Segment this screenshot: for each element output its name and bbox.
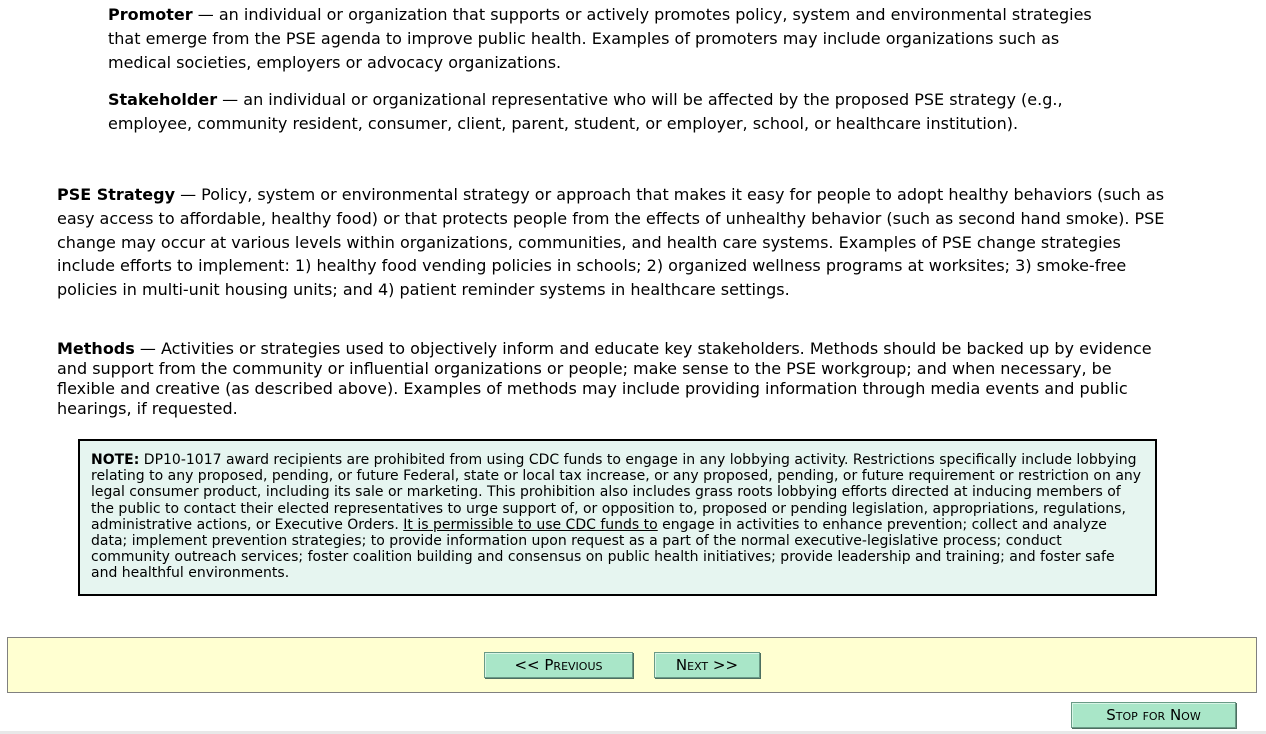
- note-label: NOTE:: [91, 452, 140, 468]
- promoter-definition: [108, 3, 1108, 75]
- methods-term: Methods: [57, 339, 135, 358]
- pse-strategy-text: — Policy, system or environmental strategy or approach that makes it easy for people to adopt healthy behaviors (such as easy access to affordable, healthy food) or that protects people from the effects of unhealthy behavior (such as second hand smoke). PSE change may occur at various levels within organizations, communities, and health care systems. Examples of PSE change strategies include efforts to implement: 1) healthy food vending policies in schools; 2) organized wellness programs at worksites; 3) smoke-free policies in multi-unit housing units; and 4) patient reminder systems in healthcare settings.: [57, 185, 1165, 300]
- stakeholder-term: Stakeholder: [108, 90, 218, 109]
- note-box: [78, 439, 1157, 596]
- stakeholder-definition: [108, 88, 1108, 136]
- stakeholder-text: — an individual or organizational representative who will be affected by the proposed PSE strategy (e.g., employee, community resident, consumer, client, parent, student, or employer, school, or healthcare institution).: [108, 90, 1063, 133]
- pse-strategy-definition: [57, 183, 1172, 302]
- promoter-term: Promoter: [108, 5, 193, 24]
- promoter-text: — an individual or organization that supports or actively promotes policy, system and environmental strategies that emerge from the PSE agenda to improve public health. Examples of promoters may include organizations such as medical societies, employers or advocacy organizations.: [108, 5, 1092, 72]
- next-button[interactable]: Next >>: [654, 652, 760, 678]
- note-underlined-text: It is permissible to use CDC funds to: [403, 516, 658, 533]
- note-text-before: DP10-1017 award recipients are prohibited from using CDC funds to engage in any lobbying activity. Restrictions specifically include lobbying relating to any proposed, pending, or future Federal, state or local tax increase, or any proposed, pending, or future requirement or restriction on any legal consumer product, including its sale or marketing. This prohibition also includes grass roots lobbying efforts directed at inducing members of the public to contact their elected representatives to urge support of, or opposition to, proposed or pending legislation, appropriations, regulations, administrative actions, or Executive Orders.: [91, 452, 1142, 533]
- previous-button[interactable]: << Previous: [484, 652, 633, 678]
- pse-strategy-term: PSE Strategy: [57, 185, 175, 204]
- stop-for-now-button[interactable]: Stop for Now: [1071, 702, 1236, 728]
- methods-definition: [57, 339, 1172, 419]
- methods-text: — Activities or strategies used to objectively inform and educate key stakeholders. Methods should be backed up by evidence and support from the community or influential organizations or people; make sense to the PSE workgroup; and when necessary, be flexible and creative (as described above). Examples of methods may include providing information through media events and public hearings, if requested.: [57, 339, 1152, 418]
- note-text-after: engage in activities to enhance prevention; collect and analyze data; implement prevention strategies; to provide information upon request as a part of the normal executive-legislative process; conduct community outreach services; foster coalition building and consensus on public health initiatives; provide leadership and training; and foster safe and healthful environments.: [91, 516, 1115, 582]
- navigation-bar: [7, 637, 1257, 693]
